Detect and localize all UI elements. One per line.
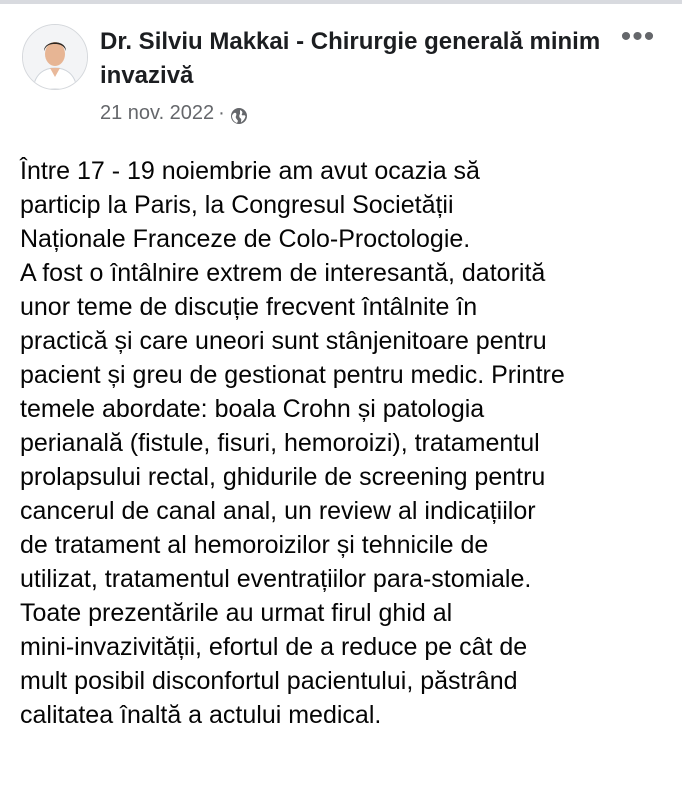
post-text-line: perianală (fistule, fisuri, hemoroizi), tratamentul: [20, 429, 540, 457]
post-text-line: Naționale Franceze de Colo-Proctologie.: [20, 225, 471, 253]
globe-icon[interactable]: [230, 105, 248, 123]
post-text-line: cancerul de canal anal, un review al indicațiilor: [20, 497, 536, 525]
post-text-line: pacient și greu de gestionat pentru medic. Printre: [20, 361, 565, 389]
post-text-line: prolapsului rectal, ghidurile de screening pentru: [20, 463, 546, 491]
more-options-button[interactable]: [615, 22, 661, 52]
author-name[interactable]: Dr. Silviu Makkai - Chirurgie generală minim invazivă: [100, 28, 601, 89]
post-text-line: A fost o întâlnire extrem de interesantă, datorită: [20, 259, 546, 287]
post-text-line: practică și care uneori sunt stânjenitoare pentru: [20, 327, 547, 355]
post-text-line: particip la Paris, la Congresul Societății: [20, 191, 454, 219]
post-text-line: mult posibil disconfortul pacientului, păstrând: [20, 667, 518, 695]
post-text: [20, 154, 670, 732]
post-text-line: calitatea înaltă a actului medical.: [20, 701, 382, 729]
post-text-line: Între 17 - 19 noiembrie am avut ocazia să: [20, 157, 480, 185]
post-text-line: de tratament al hemoroizilor și tehnicile de: [20, 531, 489, 559]
more-dots-icon: •••: [620, 20, 656, 53]
meta-separator: ·: [218, 102, 225, 124]
post-text-line: mini-invazivității, efortul de a reduce pe cât de: [20, 633, 528, 661]
profile-photo: [23, 25, 87, 89]
post-text-line: utilizat, tratamentul eventrațiilor para-stomiale.: [20, 565, 532, 593]
post-text-line: unor teme de discuție frecvent întâlnite în: [20, 293, 478, 321]
post-meta: [100, 99, 248, 127]
post-text-line: temele abordate: boala Crohn și patologia: [20, 395, 485, 423]
post-text-line: Toate prezentările au urmat firul ghid al: [20, 599, 453, 627]
avatar[interactable]: [22, 24, 88, 90]
post-date[interactable]: 21 nov. 2022: [100, 102, 215, 124]
top-divider: [0, 0, 682, 4]
